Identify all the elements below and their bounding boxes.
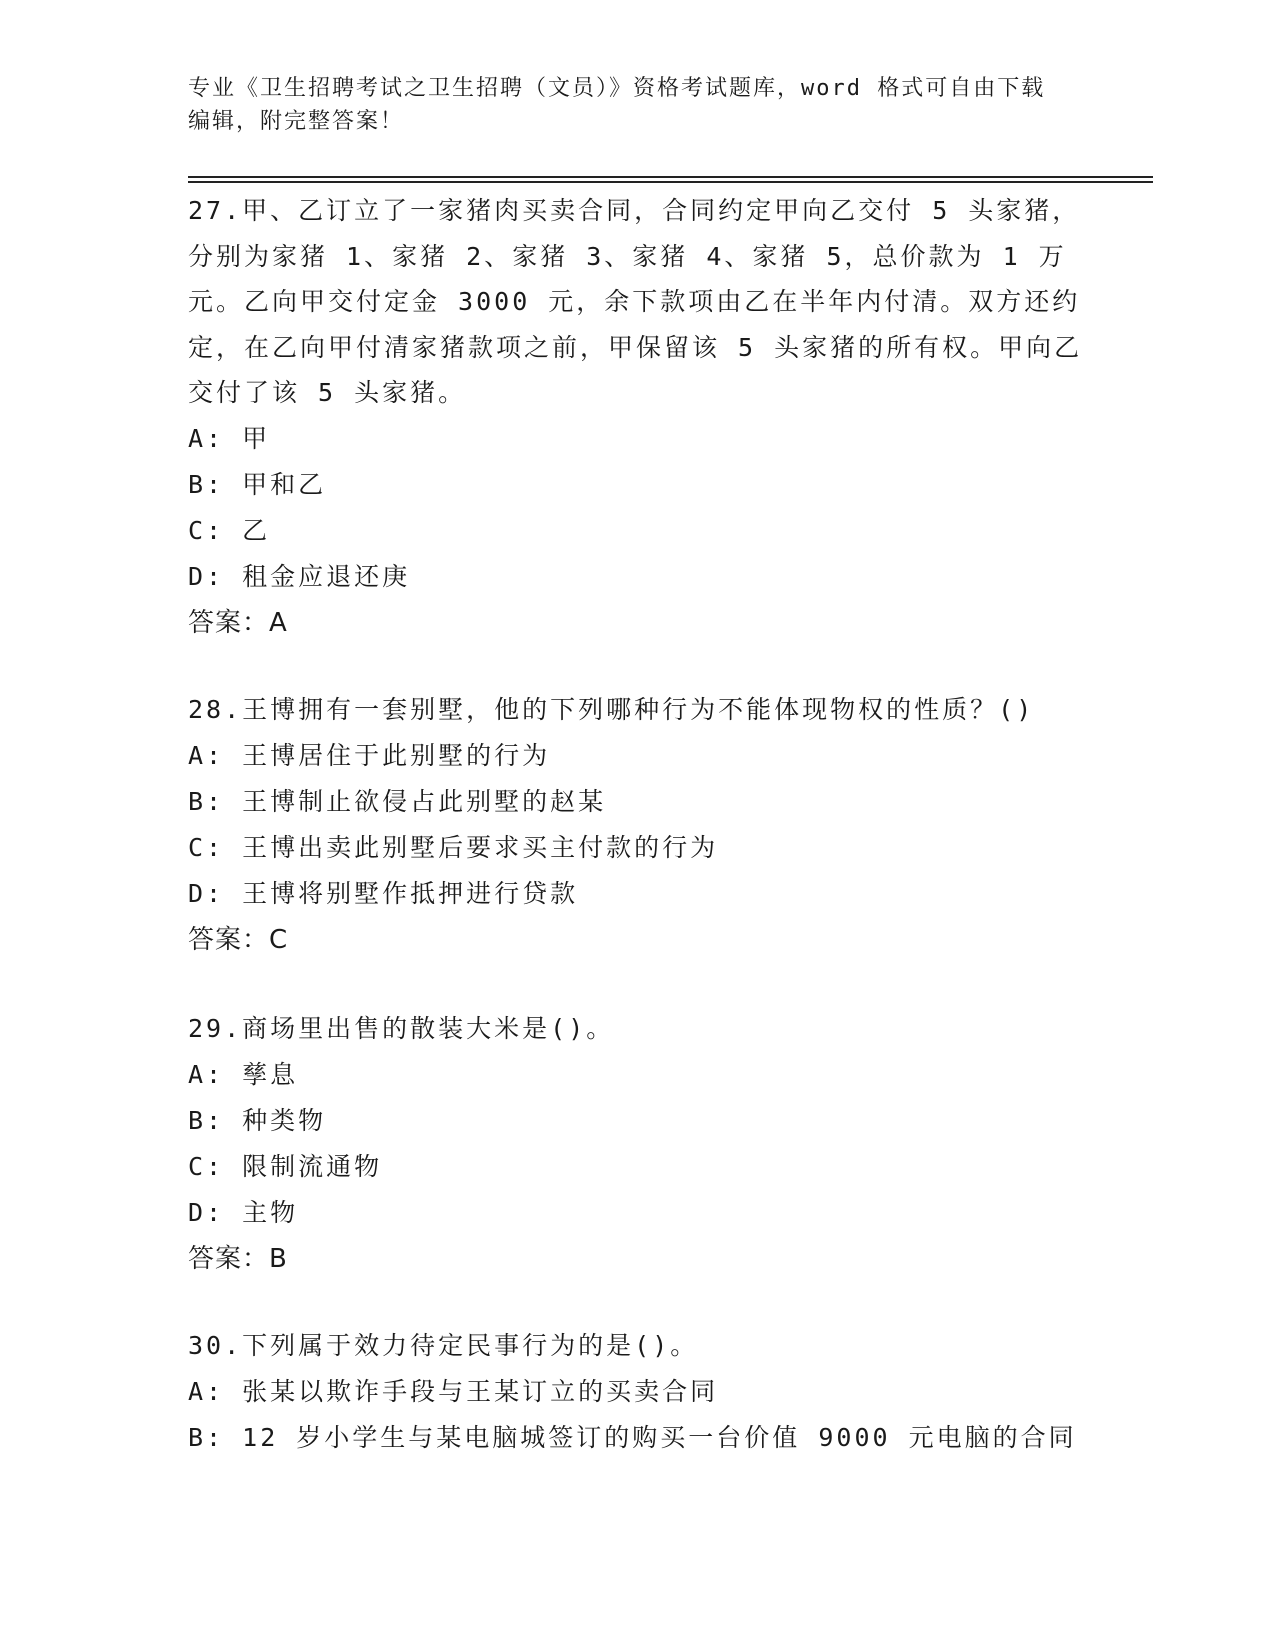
option-a: A: 王博居住于此别墅的行为 bbox=[188, 740, 551, 770]
answer: 答案：C bbox=[188, 924, 289, 955]
option-c: C: 限制流通物 bbox=[188, 1151, 383, 1181]
answer: 答案：A bbox=[188, 607, 288, 638]
option-c: C: 王博出卖此别墅后要求买主付款的行为 bbox=[188, 832, 719, 862]
answer: 答案：B bbox=[188, 1243, 288, 1274]
question-30 bbox=[188, 1323, 1088, 1461]
option-b: B: 种类物 bbox=[188, 1105, 327, 1135]
option-d: D: 主物 bbox=[188, 1197, 299, 1227]
question-stem: 30.下列属于效力待定民事行为的是()。 bbox=[188, 1331, 699, 1360]
option-b: B: 王博制止欲侵占此别墅的赵某 bbox=[188, 786, 607, 816]
question-stem: 29.商场里出售的散装大米是()。 bbox=[188, 1014, 615, 1043]
option-a: A: 甲 bbox=[188, 423, 271, 453]
option-d: D: 王博将别墅作抵押进行贷款 bbox=[188, 878, 579, 908]
header-line-1: 专业《卫生招聘考试之卫生招聘（文员）》资格考试题库，word 格式可自由下载 bbox=[188, 76, 1046, 101]
header-divider-top bbox=[188, 176, 1153, 178]
document-header bbox=[188, 72, 1088, 138]
question-29 bbox=[188, 1006, 1088, 1282]
option-c: C: 乙 bbox=[188, 515, 271, 545]
option-b: B: 12 岁小学生与某电脑城签订的购买一台价值 9000 元电脑的合同 bbox=[188, 1422, 1077, 1452]
question-27 bbox=[188, 188, 1088, 646]
header-line-2: 编辑，附完整答案！ bbox=[188, 109, 405, 134]
question-stem: 27.甲、乙订立了一家猪肉买卖合同，合同约定甲向乙交付 5 头家猪，分别为家猪 1、家猪 2、家猪 3、家猪 4、家猪 5，总价款为 1 万元。乙向甲交付定金 3000 元，余下款项由乙在半年内付清。双方还约定，在乙向甲付清家猪款项之前，甲保留该 5 头家猪的所有权。甲向乙交付了该 5 头家猪。 bbox=[188, 196, 1083, 407]
option-a: A: 孳息 bbox=[188, 1059, 299, 1089]
option-a: A: 张某以欺诈手段与王某订立的买卖合同 bbox=[188, 1376, 719, 1406]
option-d: D: 租金应退还庚 bbox=[188, 561, 411, 591]
option-b: B: 甲和乙 bbox=[188, 469, 327, 499]
question-28 bbox=[188, 687, 1088, 963]
question-stem: 28.王博拥有一套别墅，他的下列哪种行为不能体现物权的性质？() bbox=[188, 695, 1035, 724]
header-divider-bottom bbox=[188, 181, 1153, 183]
